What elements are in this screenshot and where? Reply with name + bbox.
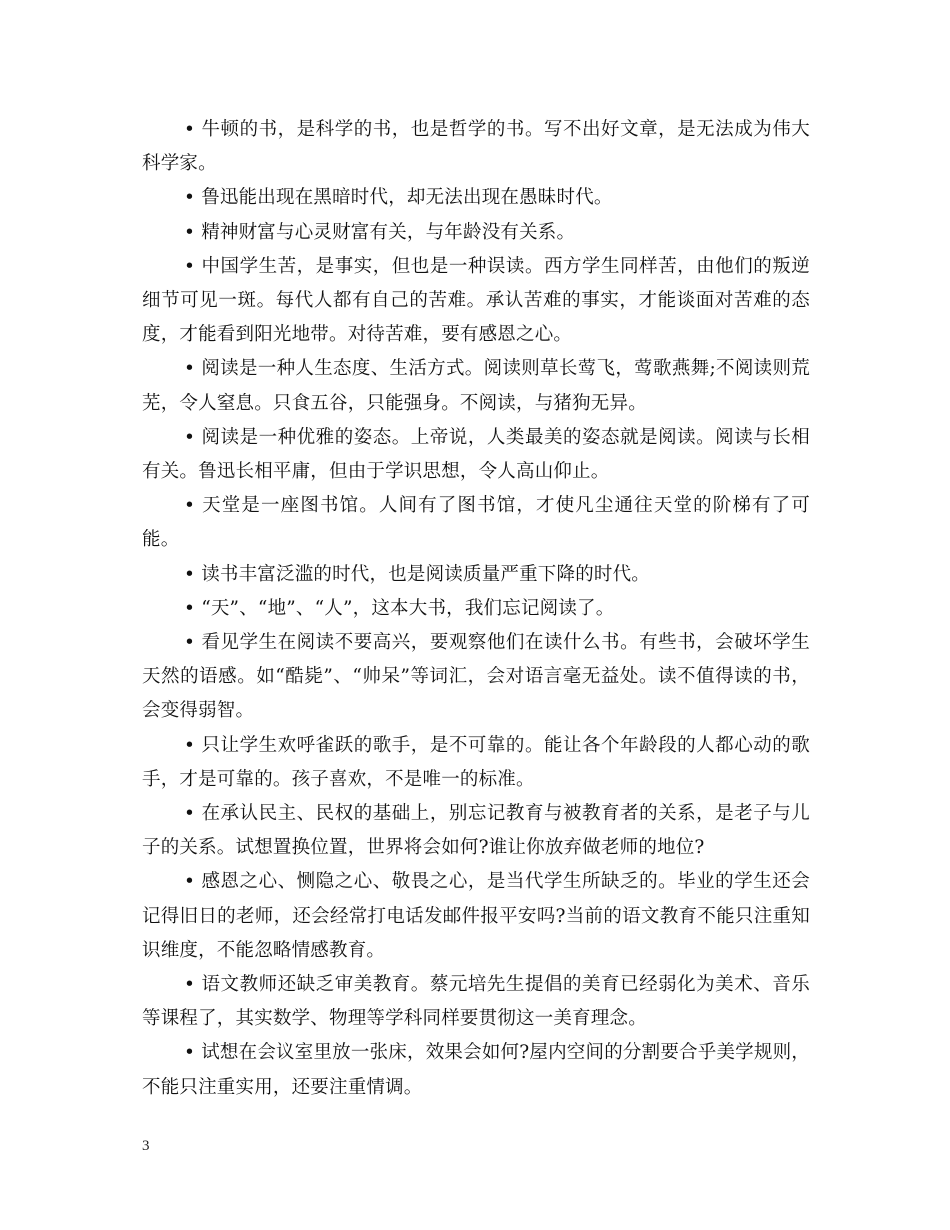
- paragraph: • 语文教师还缺乏审美教育。蔡元培先生提倡的美育已经弱化为美术、音乐等课程了，其实数学、物理等学科同样要贯彻这一美育理念。: [142, 974, 810, 1030]
- paragraph: • 阅读是一种人生态度、生活方式。阅读则草长莺飞，莺歌燕舞;不阅读则荒芜，令人窒息。只食五谷，只能强身。不阅读，与猪狗无异。: [142, 358, 810, 414]
- document-body: [142, 113, 810, 1105]
- paragraph: • 鲁迅能出现在黑暗时代，却无法出现在愚昧时代。: [184, 187, 613, 209]
- paragraph: • 看见学生在阅读不要高兴，要观察他们在读什么书。有些书，会破坏学生天然的语感。如“酷毙”、“帅呆”等词汇，会对语言毫无益处。读不值得读的书，会变得弱智。: [142, 632, 810, 722]
- paragraph: • 中国学生苦，是事实，但也是一种误读。西方学生同样苦，由他们的叛逆细节可见一斑。每代人都有自己的苦难。承认苦难的事实，才能谈面对苦难的态度，才能看到阳光地带。对待苦难，要有感恩之心。: [142, 255, 810, 346]
- paragraph: • 感恩之心、恻隐之心、敬畏之心，是当代学生所缺乏的。毕业的学生还会记得旧日的老师，还会经常打电话发邮件报平安吗?当前的语文教育不能只注重知识维度，不能忽略情感教育。: [142, 871, 810, 961]
- paragraph: • 只让学生欢呼雀跃的歌手，是不可靠的。能让各个年龄段的人都心动的歌手，才是可靠的。孩子喜欢，不是唯一的标准。: [142, 734, 810, 790]
- paragraph: • 阅读是一种优雅的姿态。上帝说，人类最美的姿态就是阅读。阅读与长相有关。鲁迅长相平庸，但由于学识思想，令人高山仰止。: [142, 426, 810, 483]
- paragraph: • 试想在会议室里放一张床，效果会如何?屋内空间的分割要合乎美学规则，不能只注重实用，还要注重情调。: [142, 1042, 810, 1098]
- paragraph: • 在承认民主、民权的基础上，别忘记教育与被教育者的关系，是老子与儿子的关系。试想置换位置，世界将会如何?谁让你放弃做老师的地位?: [142, 803, 810, 859]
- page-number: 3: [142, 1138, 150, 1154]
- paragraph: • 读书丰富泛滥的时代，也是阅读质量严重下降的时代。: [184, 563, 650, 585]
- paragraph: • “天”、“地”、“人”，这本大书，我们忘记阅读了。: [184, 597, 615, 619]
- paragraph: • 天堂是一座图书馆。人间有了图书馆，才使凡尘通往天堂的阶梯有了可能。: [142, 495, 810, 551]
- paragraph: • 精神财富与心灵财富有关，与年龄没有关系。: [184, 221, 576, 243]
- paragraph: • 牛顿的书，是科学的书，也是哲学的书。写不出好文章，是无法成为伟大科学家。: [142, 119, 810, 175]
